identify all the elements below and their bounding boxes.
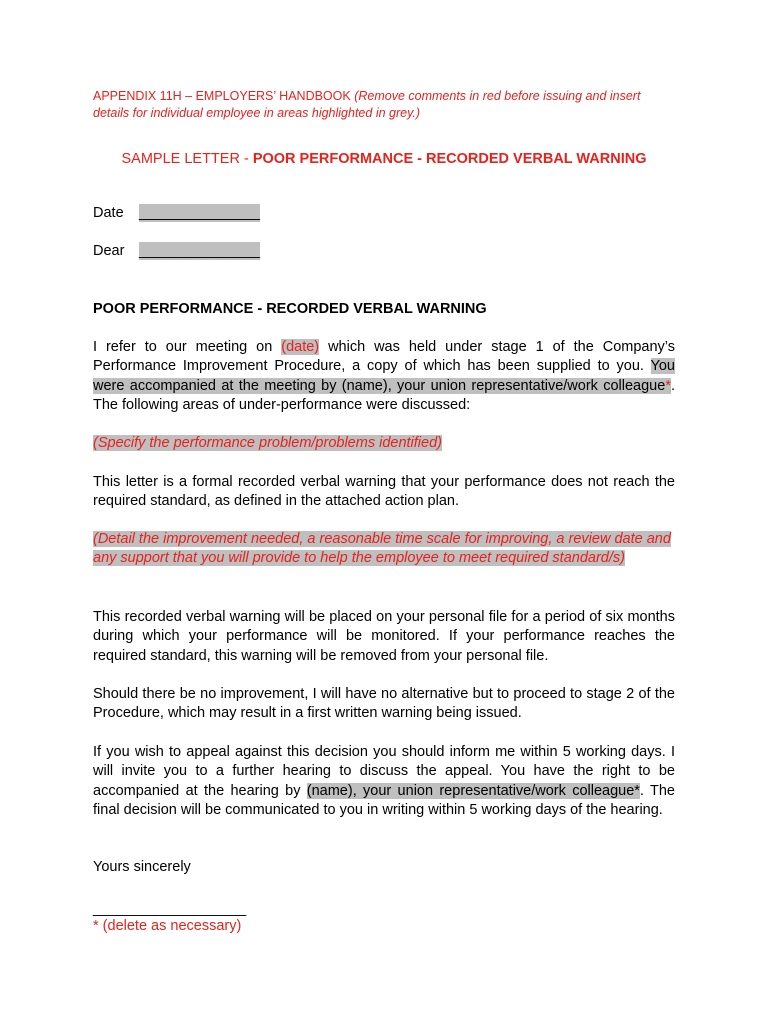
- appendix-header: [93, 88, 675, 122]
- para1-text-c: . The following areas of under-performance were discussed:: [93, 377, 675, 413]
- sample-letter-prefix: SAMPLE LETTER -: [121, 151, 253, 167]
- signature-line: ___________________: [93, 901, 247, 917]
- paragraph-meeting: [93, 338, 675, 415]
- date-field-row: [93, 204, 260, 222]
- date-label: Date: [93, 205, 124, 221]
- sample-letter-title: [93, 150, 675, 168]
- appendix-note: (Remove comments in red before issuing and insert details for individual employee in areas highlighted in grey.): [93, 89, 641, 120]
- para5-text-a: If you wish to appeal against this decision you should inform me within 5 working days. I will invite you to a further hearing to discuss the appeal. You have the right to be accompanied at the hearing by: [93, 744, 675, 799]
- accompanied-highlight: You were accompanied at the meeting by (name), your union representative/work colleague: [93, 358, 675, 394]
- para1-text-a: I refer to our meeting on: [93, 339, 282, 355]
- companion-highlight: (name), your union representative/work colleague*: [306, 782, 640, 799]
- asterisk-marker: *: [665, 377, 671, 394]
- specify-instruction-text: (Specify the performance problem/problems identified): [93, 435, 442, 451]
- detail-instruction-text: (Detail the improvement needed, a reasonable time scale for improving, a review date and any support that you will provide to help the employee to meet required standard/s): [93, 531, 671, 567]
- paragraph-appeal: [93, 743, 675, 820]
- dear-label: Dear: [93, 243, 125, 259]
- para5-text-b: . The final decision will be communicated to you in writing within 5 working days of the hearing.: [93, 782, 675, 818]
- paragraph-no-improvement: Should there be no improvement, I will have no alternative but to proceed to stage 2 of the Procedure, which may result in a first written warning being issued.: [93, 686, 675, 722]
- footnote: * (delete as necessary): [93, 918, 242, 934]
- paragraph-personal-file: This recorded verbal warning will be placed on your personal file for a period of six months during which your performance will be monitored. If your performance reaches the required standard, this warning will be removed from your personal file.: [93, 609, 675, 664]
- appendix-label: APPENDIX 11H – EMPLOYERS’ HANDBOOK: [93, 89, 355, 103]
- closing: Yours sincerely: [93, 859, 191, 875]
- specify-instruction: [93, 434, 675, 453]
- dear-blank: _______________: [139, 243, 260, 259]
- date-blank: _______________: [139, 205, 260, 221]
- sample-letter-main-title: POOR PERFORMANCE - RECORDED VERBAL WARNING: [252, 151, 647, 167]
- date-placeholder: (date): [281, 339, 320, 355]
- paragraph-formal-warning: This letter is a formal recorded verbal warning that your performance does not reach the required standard, as defined in the attached action plan.: [93, 474, 675, 510]
- dear-field-row: [93, 242, 260, 260]
- detail-instruction: [93, 530, 675, 569]
- para1-text-b: which was held under stage 1 of the Company’s Performance Improvement Procedure, a copy of which has been supplied to you.: [93, 339, 675, 375]
- letter-heading: POOR PERFORMANCE - RECORDED VERBAL WARNING: [93, 301, 487, 317]
